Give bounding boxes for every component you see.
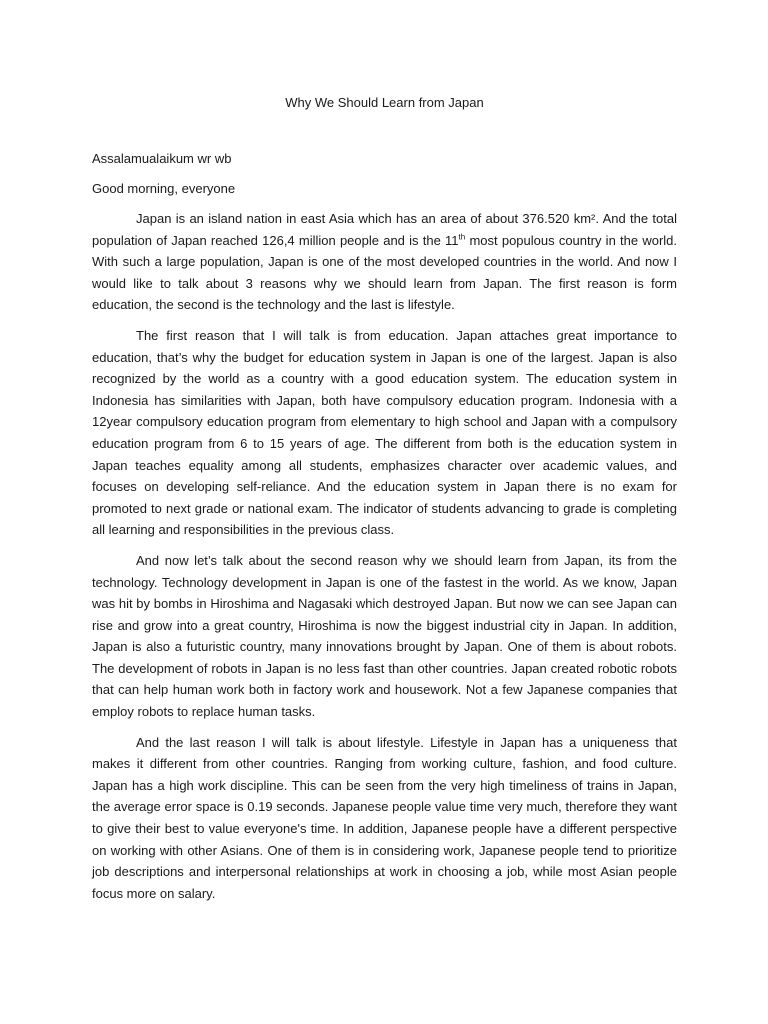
document-title: Why We Should Learn from Japan <box>285 95 484 110</box>
paragraph-technology: And now let’s talk about the second reason why we should learn from Japan, its from the technology. Technology development in Japan is one of the fastest in the world. As we know, Japan was hit by bombs in Hiroshima and Nagasaki which destroyed Japan. But now we can see Japan can rise and grow into a great country, Hiroshima is now the biggest industrial city in Japan. In addition, Japan is also a futuristic country, many innovations brought by Japan. One of them is about robots. The development of robots in Japan is no less fast than other countries. Japan created robotic robots that can help human work both in factory work and housework. Not a few Japanese companies that employ robots to replace human tasks. <box>92 552 677 720</box>
greeting-salam: Assalamualaikum wr wb <box>92 151 232 166</box>
paragraph-lifestyle: And the last reason I will talk is about lifestyle. Lifestyle in Japan has a uniqueness that makes it different from other countries. Ranging from working culture, fashion, and food culture. Japan has a high work discipline. This can be seen from the very high timeliness of trains in Japan, the average error space is 0.19 seconds. Japanese people value time very much, therefore they want to give their best to value everyone's time. In addition, Japanese people have a different perspective on working with other Asians. One of them is in considering work, Japanese people tend to prioritize job descriptions and interpersonal relationships at work in choosing a job, while most Asian people focus more on salary. <box>92 734 677 901</box>
paragraph-intro <box>92 208 677 316</box>
ordinal-superscript: th <box>458 232 466 242</box>
intro-text-part1: Japan is an island nation in east Asia which has an area of about 376.520 km². And the total population of Japan reached 126,4 million people and is the 11 <box>92 211 677 248</box>
intro-text-part2: most populous country in the world. With such a large population, Japan is one of the most developed countries in the world. And now I would like to talk about 3 reasons why we should learn from Japan. The first reason is form education, the second is the technology and the last is lifestyle. <box>92 232 678 313</box>
paragraph-education: The first reason that I will talk is from education. Japan attaches great importance to education, that’s why the budget for education system in Japan is one of the largest. Japan is also recognized by the world as a country with a good education system. The education system in Indonesia has similarities with Japan, both have compulsory education program. Indonesia with a 12year compulsory education program from elementary to high school and Japan with a compulsory education program from 6 to 15 years of age. The different from both is the education system in Japan teaches equality among all students, emphasizes character over academic values, and focuses on developing self-reliance. And the education system in Japan there is no exam for promoted to next grade or national exam. The indicator of students advancing to grade is completing all learning and responsibilities in the previous class. <box>92 327 677 538</box>
greeting-morning: Good morning, everyone <box>92 181 236 196</box>
document-body <box>92 92 677 913</box>
